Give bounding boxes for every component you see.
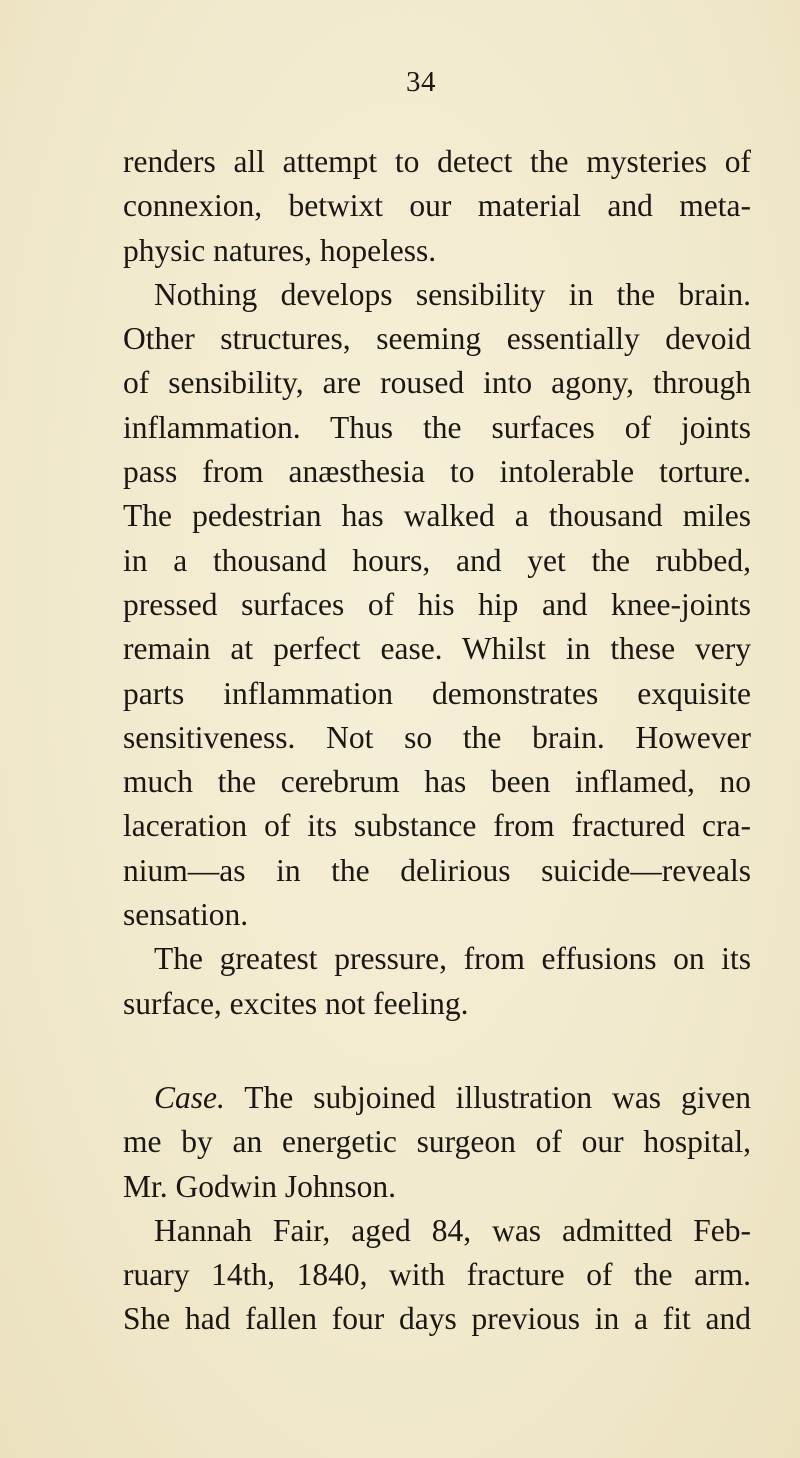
text-line [123, 716, 751, 760]
text-line [123, 937, 751, 981]
line-text: renders all attempt to detect the mysteries of [123, 144, 751, 179]
text-line [123, 1297, 751, 1341]
line-text: Other structures, seeming essentially devoid [123, 321, 751, 357]
text-line [123, 273, 751, 317]
line-text: nium—as in the delirious suicide—reveals [123, 852, 751, 888]
line-text: inflammation. Thus the surfaces of joints [123, 409, 751, 445]
line-text: The greatest pressure, from effusions on its [154, 941, 751, 977]
line-text: sensitiveness. Not so the brain. However [123, 719, 751, 755]
line-text: ruary 14th, 1840, with fracture of the arm. [123, 1257, 751, 1293]
text-line [123, 1076, 751, 1120]
line-text: Hannah Fair, aged 84, was admitted Feb- [154, 1212, 751, 1248]
text-line [123, 1165, 751, 1209]
line-text: Nothing develops sensibility in the brain. [154, 276, 751, 312]
text-line [123, 672, 751, 716]
paragraph-gap [123, 1026, 751, 1076]
text-line [123, 1209, 751, 1253]
text-line [123, 450, 751, 494]
text-line [123, 804, 751, 848]
text-line [123, 982, 751, 1026]
text-line [123, 361, 751, 405]
text-line [123, 1120, 751, 1164]
text-line [123, 583, 751, 627]
line-text: pass from anæsthesia to intolerable torture. [123, 454, 751, 490]
line-text: The pedestrian has walked a thousand miles [123, 498, 751, 534]
line-text: The subjoined illustration was given [244, 1079, 751, 1115]
page-number: 34 [406, 66, 436, 98]
line-text: surface, excites not feeling. [123, 985, 469, 1021]
line-text: in a thousand hours, and yet the rubbed, [123, 542, 751, 578]
line-text: remain at perfect ease. Whilst in these very [123, 631, 751, 667]
line-text: Mr. Godwin Johnson. [123, 1168, 397, 1204]
body-text [123, 140, 751, 1342]
line-text: She had fallen four days previous in a fit and [123, 1301, 751, 1337]
text-line [123, 184, 751, 228]
text-line [123, 494, 751, 538]
text-line [123, 849, 751, 893]
text-line [123, 539, 751, 583]
text-line [123, 1253, 751, 1297]
text-line [123, 760, 751, 804]
text-line [123, 627, 751, 671]
text-line [123, 893, 751, 937]
line-text: pressed surfaces of his hip and knee-joints [123, 586, 751, 622]
text-line [123, 140, 751, 184]
line-text: me by an energetic surgeon of our hospital, [123, 1124, 751, 1160]
line-text: of sensibility, are roused into agony, through [123, 365, 751, 401]
case-label: Case. [154, 1079, 225, 1115]
line-text: parts inflammation demonstrates exquisite [123, 675, 751, 711]
line-text: sensation. [123, 897, 249, 933]
line-text: physic natures, hopeless. [123, 232, 437, 268]
text-line [123, 229, 751, 273]
line-text: connexion, betwixt our material and meta- [123, 188, 751, 224]
text-line [123, 317, 751, 361]
line-text: laceration of its substance from fractured cra- [123, 808, 751, 844]
line-text: much the cerebrum has been inflamed, no [123, 764, 751, 800]
text-line [123, 406, 751, 450]
